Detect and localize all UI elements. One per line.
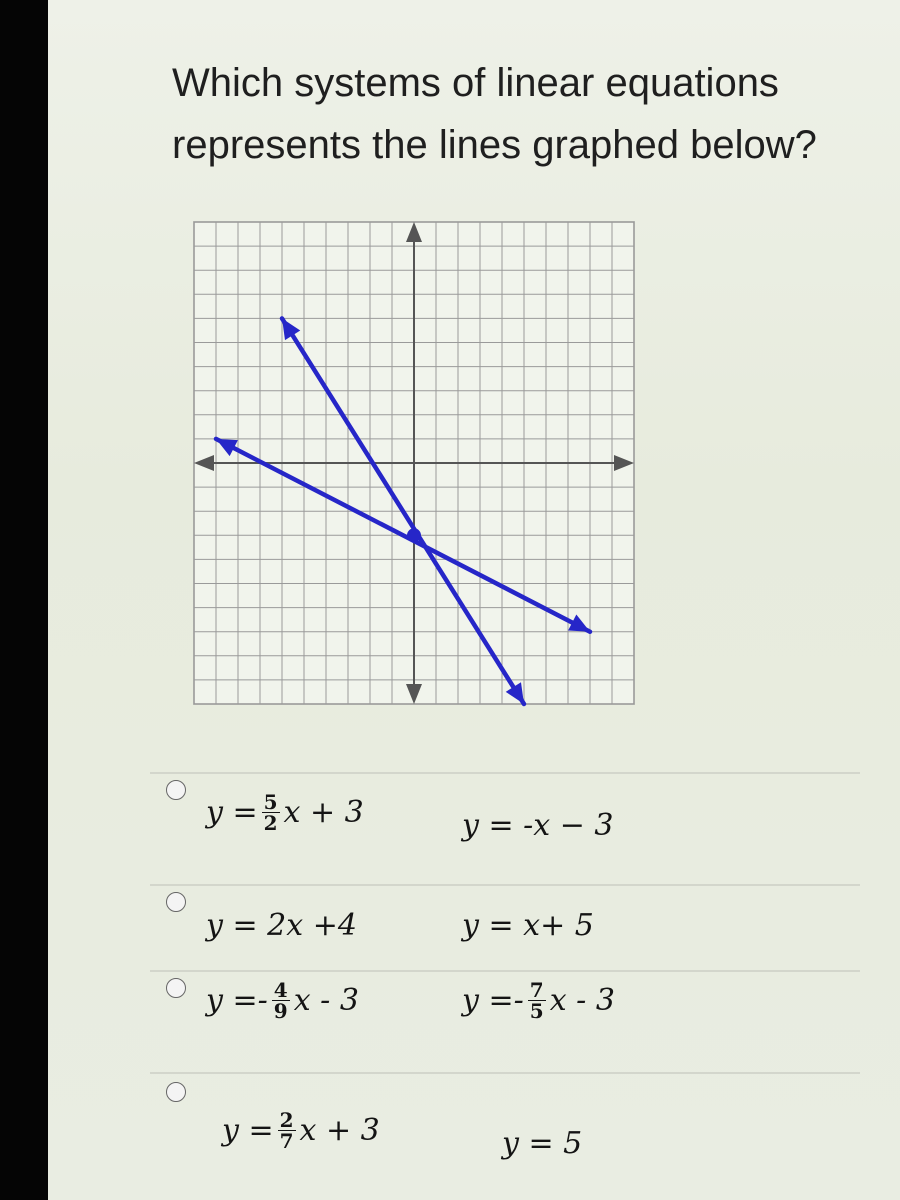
equation-text: x + 3 (283, 795, 364, 830)
equation-3b (462, 980, 615, 1021)
coordinate-graph (190, 218, 640, 715)
question-line-1: Which systems of linear equations (172, 61, 779, 105)
question-line-2: represents the lines graphed below? (172, 123, 817, 167)
separator (150, 884, 860, 886)
answer-option-4[interactable] (166, 1082, 856, 1172)
fraction-denominator: 2 (263, 811, 278, 835)
equation-text: y = -x − 3 (462, 808, 614, 843)
equation-4a (222, 1110, 380, 1151)
equation-text: x - 3 (293, 983, 359, 1018)
radio-button[interactable] (166, 1082, 186, 1102)
equation-text: y =- (206, 983, 268, 1018)
fraction (262, 792, 280, 833)
equation-text: y =- (462, 983, 524, 1018)
equation-1b (462, 808, 614, 843)
graph-svg (190, 218, 640, 710)
fraction (278, 1110, 296, 1151)
fraction-denominator: 7 (279, 1129, 294, 1153)
fraction-numerator: 2 (279, 1108, 294, 1132)
equation-1a (206, 792, 364, 833)
equation-2a (206, 908, 357, 943)
fraction-numerator: 5 (263, 790, 278, 814)
radio-button[interactable] (166, 780, 186, 800)
question-text (172, 52, 852, 176)
equation-2b (462, 908, 594, 943)
fraction-denominator: 5 (529, 999, 544, 1023)
fraction (528, 980, 546, 1021)
equation-text: y = 5 (502, 1126, 583, 1161)
equation-text: x + 3 (299, 1113, 380, 1148)
answer-option-3[interactable] (166, 978, 856, 1068)
equation-text: y = (222, 1113, 274, 1148)
answer-option-1[interactable] (166, 780, 856, 870)
intersection-point (407, 528, 421, 542)
answer-option-2[interactable] (166, 892, 856, 982)
fraction-numerator: 4 (273, 978, 288, 1002)
equation-4b (502, 1126, 582, 1161)
equation-text: y = (206, 795, 258, 830)
equation-text: x - 3 (549, 983, 615, 1018)
left-bezel (0, 0, 48, 1200)
equation-text: y = x+ 5 (462, 908, 594, 943)
separator (150, 1072, 860, 1074)
equation-3a (206, 980, 359, 1021)
separator (150, 772, 860, 774)
fraction-numerator: 7 (529, 978, 544, 1002)
fraction (272, 980, 290, 1021)
radio-button[interactable] (166, 892, 186, 912)
equation-text: y = 2x +4 (206, 908, 357, 943)
fraction-denominator: 9 (273, 999, 288, 1023)
radio-button[interactable] (166, 978, 186, 998)
